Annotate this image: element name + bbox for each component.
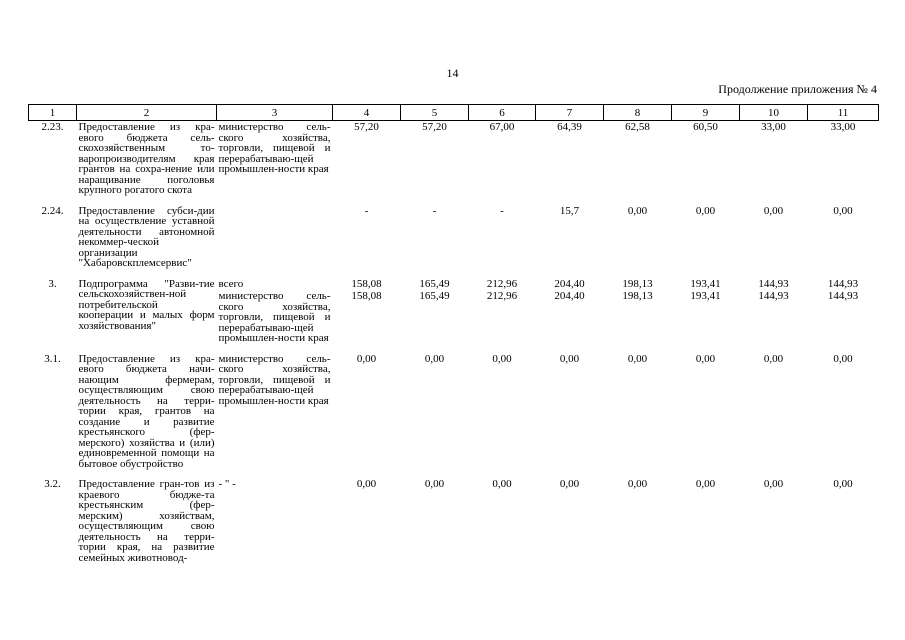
value-cell: 158,08 (351, 290, 382, 302)
value-cell: 0,00 (356, 478, 377, 490)
column-header: 3 (217, 105, 333, 121)
table-row (29, 478, 879, 564)
value-cell: 144,93 (827, 290, 859, 302)
value-cell: 0,00 (356, 352, 377, 365)
column-header: 4 (333, 105, 401, 121)
value-cell: 67,00 (489, 121, 515, 133)
value-cell: 0,00 (833, 204, 853, 217)
column-header: 7 (536, 105, 604, 121)
activity-name: Предоставление субси-дии на осуществление уставной деятельности автономной некоммер-ческой организации "Хабаровскплемсервис" (78, 204, 215, 269)
column-header: 8 (604, 105, 672, 121)
responsible-executor-ditto: - " - (218, 478, 236, 490)
row-number: 3.2. (44, 478, 61, 490)
value-cell: 144,93 (758, 290, 789, 302)
value-cell-total: 144,93 (827, 277, 859, 290)
responsible-executor: министерство сель-ского хозяйства, торговли, пищевой и перерабатываю-щей промышлен-ности края (218, 352, 331, 407)
activity-name: Предоставление из кра-евого бюджета начи-нающим фермерам, осуществляющим свою деятельность на терри-тории края, грантов на создание и развитие крестьянского (фер-мерского) хозяйства и (или) единовременной помощи на бытовое обустройство (78, 352, 215, 470)
value-cell: 204,40 (554, 290, 585, 302)
column-header: 10 (740, 105, 808, 121)
activity-name: Предоставление гран-тов из краевого бюдже-та крестьянским (фер-мерским) хозяйствам, осуществляющим свою деятельность на терри-тории края, на развитие семейных животновод- (78, 478, 215, 564)
responsible-executor: министерство сель-ского хозяйства, торговли, пищевой и перерабатываю-щей промышлен-ности края (218, 121, 331, 175)
value-cell: 0,00 (559, 478, 580, 490)
table-row (29, 121, 879, 197)
value-cell: 0,00 (833, 352, 853, 365)
value-cell: 0,00 (627, 204, 648, 217)
value-cell: 0,00 (763, 478, 784, 490)
column-header: 9 (672, 105, 740, 121)
activity-name: Подпрограмма "Разви-тие сельскохозяйствен-ной потребительской кооперации и малых форм хозяйствования" (78, 277, 215, 332)
continuation-note: Продолжение приложения № 4 (718, 82, 877, 96)
column-header: 1 (29, 105, 77, 121)
column-header: 5 (401, 105, 469, 121)
row-number: 3.1. (44, 352, 61, 365)
column-number-header-row (29, 105, 879, 121)
page-number: 14 (446, 66, 459, 80)
value-cell: 0,00 (492, 352, 512, 365)
value-cell: 60,50 (693, 121, 718, 133)
value-cell: 0,00 (424, 478, 445, 490)
value-cell-total: 212,96 (486, 277, 518, 290)
value-cell: 212,96 (486, 290, 518, 302)
value-cell: 0,00 (424, 352, 445, 365)
column-header: 11 (808, 105, 879, 121)
value-cell-total: 144,93 (758, 277, 789, 290)
responsible-total: всего (218, 277, 244, 290)
value-cell: 0,00 (559, 352, 580, 365)
value-cell: 0,00 (627, 478, 648, 490)
value-cell: 165,49 (419, 290, 450, 302)
activity-name: Предоставление из кра-евого бюджета сель-скохозяйственным то-варопроизводителям края грантов на сохра-нение или наращивание поголовья крупного рогатого скота (78, 121, 215, 196)
value-cell: - (364, 204, 369, 217)
value-cell: 0,00 (763, 204, 784, 217)
row-number: 2.24. (41, 204, 64, 217)
program-table (28, 104, 879, 564)
value-cell: 0,00 (627, 352, 648, 365)
value-cell: - (432, 204, 437, 217)
value-cell: 0,00 (695, 478, 716, 490)
responsible-executor (217, 205, 333, 270)
column-header: 2 (77, 105, 217, 121)
value-cell: 33,00 (830, 121, 856, 133)
value-cell: 57,20 (354, 121, 379, 133)
value-cell: 0,00 (695, 204, 716, 217)
value-cell: 62,58 (625, 121, 650, 133)
responsible-executor: министерство сель-ского хозяйства, торговли, пищевой и перерабатываю-щей промышлен-ности края (218, 290, 331, 344)
value-cell: 0,00 (492, 478, 512, 490)
column-header: 6 (469, 105, 536, 121)
value-cell-total: 193,41 (690, 277, 721, 290)
row-number: 3. (48, 277, 57, 290)
table-row (29, 278, 879, 291)
value-cell: 57,20 (422, 121, 447, 133)
value-cell: 15,7 (559, 204, 580, 217)
table-row (29, 353, 879, 471)
value-cell-total: 158,08 (351, 277, 382, 290)
value-cell-total: 198,13 (622, 277, 653, 290)
value-cell: 33,00 (761, 121, 786, 133)
value-cell: 0,00 (695, 352, 716, 365)
value-cell: 193,41 (690, 290, 721, 302)
value-cell-total: 165,49 (419, 277, 450, 290)
row-number: 2.23. (41, 121, 64, 133)
table-row (29, 205, 879, 270)
value-cell: 198,13 (622, 290, 653, 302)
value-cell: 0,00 (833, 478, 853, 490)
value-cell: 0,00 (763, 352, 784, 365)
value-cell: - (500, 204, 504, 217)
value-cell-total: 204,40 (554, 277, 585, 290)
value-cell: 64,39 (557, 121, 582, 133)
